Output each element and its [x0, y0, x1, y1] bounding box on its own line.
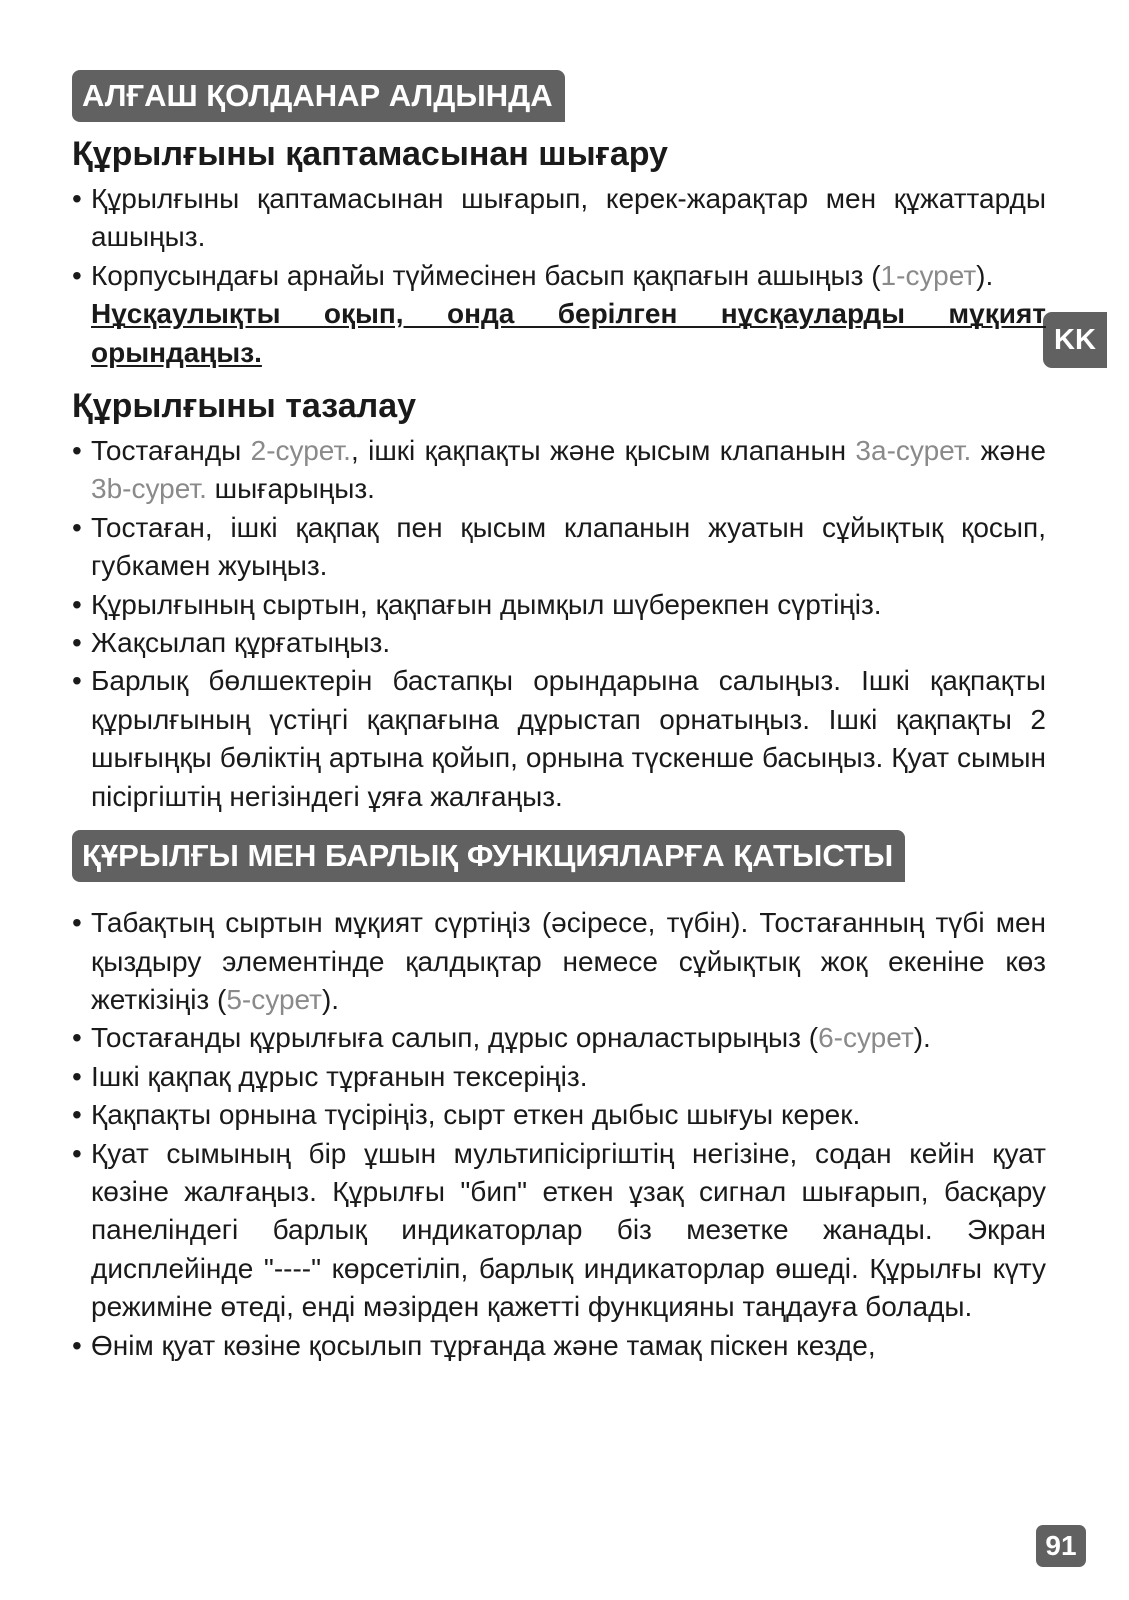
list-item [72, 1135, 1046, 1327]
item-text: Барлық бөлшектерін бастапқы орындарына салыңыз. Ішкі қақпақты құрылғының үстіңгі қақпағына дұрыстап орнатыңыз. Ішкі қақпақты 2 шығыңқы бөліктің артына қойып, орнына түскенше басыңыз. Қуат сымын пісіргіштің негізіндегі ұяға жалғаңыз. [91, 665, 1046, 812]
list-item [72, 509, 1046, 586]
list-item [72, 904, 1046, 1019]
list-item [72, 586, 1046, 624]
item-text: Ішкі қақпақ дұрыс тұрғанын тексеріңіз. [91, 1060, 588, 1092]
figure-reference: 6-сурет [818, 1022, 914, 1054]
figure-reference: 5-сурет [226, 983, 322, 1015]
item-text: Жақсылап құрғатыңыз. [91, 627, 391, 659]
list-item [72, 662, 1046, 816]
important-notice: Нұсқаулықты оқып, онда берілген нұсқауларды мұқият орындаңыз. [91, 298, 1046, 368]
unpacking-list [72, 180, 1046, 372]
item-text: шығарыңыз. [206, 473, 375, 505]
item-text: ). [913, 1022, 931, 1054]
item-text: Қақпақты орнына түсіріңіз, сырт еткен дыбыс шығуы керек. [91, 1099, 861, 1131]
item-text: , ішкі қақпақты және қысым клапанын [350, 435, 856, 467]
item-text: Тостағанды [91, 435, 251, 467]
item-text: Корпусындағы арнайы түймесінен басып қақпағын ашыңыз ( [91, 259, 881, 291]
subheading-unpacking: Құрылғыны қаптамасынан шығару [72, 135, 668, 173]
item-text: Тостаған, ішкі қақпақ пен қысым клапанын жуатын сұйықтық қосып, губкамен жуыңыз. [91, 511, 1046, 582]
item-text: Табақтың сыртын мұқият сүртіңіз (әсіресе, түбін). Тостағанның түбі мен қыздыру элементінде қалдықтар немесе сұйықтық жоқ екеніне көз жеткізіңіз ( [91, 907, 1046, 1015]
subheading-cleaning: Құрылғыны тазалау [72, 387, 417, 426]
page-number: 91 [1036, 1525, 1086, 1567]
item-text: Өнім қуат көзіне қосылып тұрғанда және тамақ піскен кезде, [91, 1329, 876, 1361]
list-item [72, 624, 1046, 662]
figure-reference: 3b-сурет. [91, 473, 207, 505]
language-tab: KK [1043, 312, 1107, 368]
list-item [72, 257, 1046, 372]
item-text: ). [976, 259, 994, 291]
figure-reference: 1-сурет [880, 259, 977, 291]
cleaning-list [72, 432, 1046, 816]
figure-reference: 2-сурет. [250, 435, 351, 467]
section-heading-before-first-use: АЛҒАШ ҚОЛДАНАР АЛДЫНДА [72, 70, 565, 122]
item-text: Құрылғыны қаптамасынан шығарып, керек-жарақтар мен құжаттарды ашыңыз. [91, 183, 1046, 253]
item-text: Құрылғының сыртын, қақпағын дымқыл шүберекпен сүртіңіз. [91, 588, 882, 620]
manual-page [72, 70, 1046, 1365]
list-item [72, 180, 1046, 257]
list-item [72, 1019, 1046, 1057]
list-item [72, 432, 1046, 509]
section-heading-appliance-functions: ҚҰРЫЛҒЫ МЕН БАРЛЫҚ ФУНКЦИЯЛАРҒА ҚАТЫСТЫ [72, 830, 905, 882]
figure-reference: 3a-сурет. [855, 435, 972, 467]
list-item [72, 1096, 1046, 1134]
item-text: ). [321, 983, 340, 1015]
list-item [72, 1058, 1046, 1096]
functions-list [72, 904, 1046, 1365]
item-text: және [971, 435, 1046, 467]
item-text: Тостағанды құрылғыға салып, дұрыс орналастырыңыз ( [91, 1022, 819, 1054]
item-text: Қуат сымының бір ұшын мультипісіргіштің негізіне, содан кейін қуат көзіне жалғаңыз. Құрылғы "бип" еткен ұзақ сигнал шығарып, басқару панеліндегі барлық индикаторлар біз мезетке жанады. Экран дисплейінде "----" көрсетіліп, барлық индикаторлар өшеді. Құрылғы күту режиміне өтеді, енді мәзірден қажетті функцияны таңдауға болады. [91, 1137, 1046, 1323]
list-item [72, 1327, 1046, 1365]
